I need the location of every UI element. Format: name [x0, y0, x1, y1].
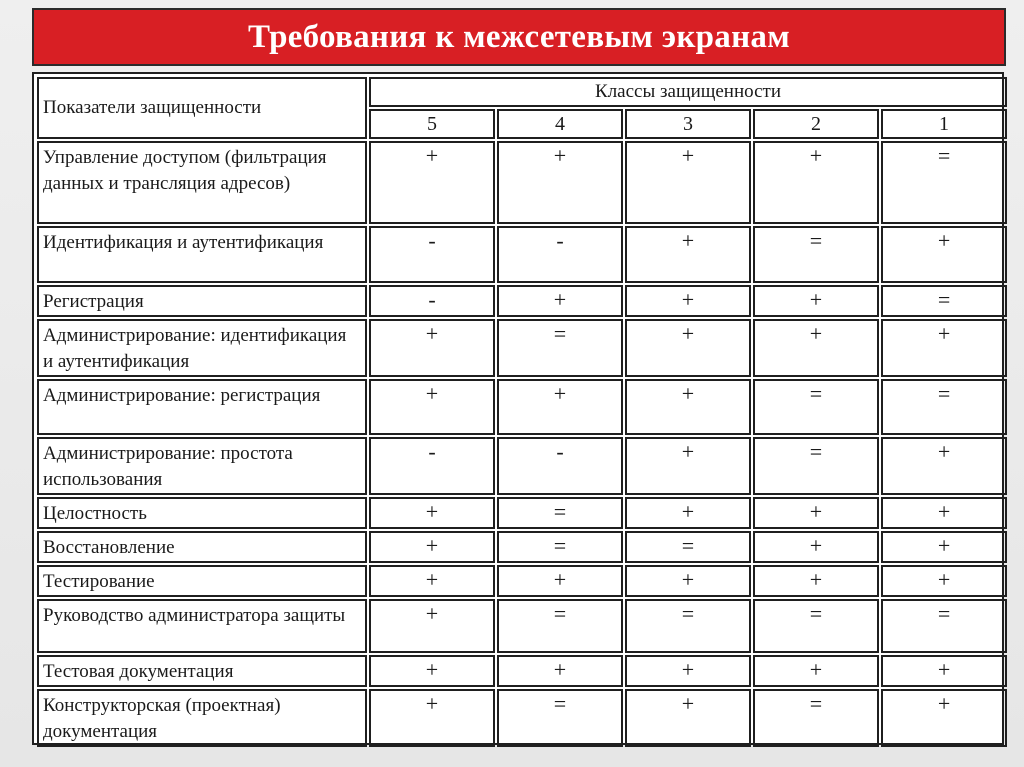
- class-mark-cell: =: [753, 689, 879, 747]
- class-mark-cell: =: [497, 599, 623, 653]
- class-mark-cell: -: [369, 437, 495, 495]
- class-mark-cell: =: [753, 437, 879, 495]
- class-mark-cell: +: [625, 565, 751, 597]
- class-mark-cell: =: [881, 379, 1007, 435]
- class-mark-cell: +: [497, 655, 623, 687]
- slide-title: [32, 8, 1006, 66]
- class-mark-cell: +: [881, 497, 1007, 529]
- class-mark-cell: =: [625, 599, 751, 653]
- class-mark-cell: +: [497, 141, 623, 224]
- class-mark-cell: +: [753, 531, 879, 563]
- class-mark-cell: +: [625, 141, 751, 224]
- class-mark-cell: +: [369, 599, 495, 653]
- indicator-cell: Администрирование: простота использования: [37, 437, 367, 495]
- class-mark-cell: +: [753, 565, 879, 597]
- class-mark-cell: -: [497, 437, 623, 495]
- class-mark-cell: +: [625, 655, 751, 687]
- indicator-cell: Руководство администратора защиты: [37, 599, 367, 653]
- class-mark-cell: +: [497, 379, 623, 435]
- class-mark-cell: +: [625, 285, 751, 317]
- class-mark-cell: =: [497, 319, 623, 377]
- class-mark-cell: =: [753, 379, 879, 435]
- class-mark-cell: =: [625, 531, 751, 563]
- class-mark-cell: +: [625, 319, 751, 377]
- class-mark-cell: =: [881, 599, 1007, 653]
- class-mark-cell: +: [881, 565, 1007, 597]
- class-mark-cell: =: [497, 531, 623, 563]
- class-mark-cell: -: [369, 226, 495, 283]
- table-row: [37, 655, 1007, 687]
- table-row: [37, 565, 1007, 597]
- indicator-cell: Конструкторская (проектная) документация: [37, 689, 367, 747]
- indicator-cell: Восстановление: [37, 531, 367, 563]
- indicator-cell: Тестовая документация: [37, 655, 367, 687]
- indicator-column-header: Показатели защищенности: [37, 77, 367, 139]
- class-mark-cell: +: [369, 141, 495, 224]
- class-mark-cell: -: [497, 226, 623, 283]
- table-row: [37, 379, 1007, 435]
- indicator-cell: Администрирование: регистрация: [37, 379, 367, 435]
- table-row: [37, 141, 1007, 224]
- table-row: [37, 437, 1007, 495]
- class-mark-cell: +: [625, 497, 751, 529]
- class-mark-cell: =: [753, 226, 879, 283]
- class-number: 4: [497, 109, 623, 139]
- class-mark-cell: +: [369, 379, 495, 435]
- classes-column-header: Классы защищенности: [369, 77, 1007, 107]
- requirements-table: [35, 75, 1009, 749]
- class-number: 1: [881, 109, 1007, 139]
- class-mark-cell: +: [881, 655, 1007, 687]
- indicator-cell: Администрирование: идентификация и аутентификация: [37, 319, 367, 377]
- indicator-cell: Идентификация и аутентификация: [37, 226, 367, 283]
- class-number: 3: [625, 109, 751, 139]
- class-mark-cell: +: [369, 689, 495, 747]
- class-mark-cell: +: [369, 565, 495, 597]
- table-row: [37, 319, 1007, 377]
- class-mark-cell: +: [369, 531, 495, 563]
- class-mark-cell: +: [625, 226, 751, 283]
- table-row: [37, 285, 1007, 317]
- class-mark-cell: =: [497, 497, 623, 529]
- class-mark-cell: +: [753, 497, 879, 529]
- indicator-cell: Регистрация: [37, 285, 367, 317]
- class-mark-cell: +: [369, 497, 495, 529]
- class-mark-cell: +: [753, 319, 879, 377]
- indicator-cell: Тестирование: [37, 565, 367, 597]
- class-mark-cell: +: [497, 285, 623, 317]
- class-mark-cell: +: [625, 379, 751, 435]
- class-number: 2: [753, 109, 879, 139]
- indicator-cell: Целостность: [37, 497, 367, 529]
- class-mark-cell: +: [753, 285, 879, 317]
- indicator-cell: Управление доступом (фильтрация данных и трансляция адресов): [37, 141, 367, 224]
- class-mark-cell: +: [625, 689, 751, 747]
- class-number: 5: [369, 109, 495, 139]
- slide-title-text: Требования к межсетевым экранам: [248, 18, 790, 55]
- class-mark-cell: =: [881, 141, 1007, 224]
- class-mark-cell: =: [881, 285, 1007, 317]
- class-mark-cell: +: [881, 437, 1007, 495]
- table-row: [37, 226, 1007, 283]
- class-mark-cell: +: [881, 226, 1007, 283]
- table-row: [37, 689, 1007, 747]
- class-mark-cell: +: [369, 319, 495, 377]
- table-header-row: [37, 77, 1007, 107]
- class-mark-cell: +: [369, 655, 495, 687]
- class-mark-cell: =: [497, 689, 623, 747]
- table-row: [37, 599, 1007, 653]
- class-mark-cell: =: [753, 599, 879, 653]
- table-row: [37, 497, 1007, 529]
- class-mark-cell: -: [369, 285, 495, 317]
- class-mark-cell: +: [881, 689, 1007, 747]
- class-mark-cell: +: [497, 565, 623, 597]
- class-mark-cell: +: [881, 319, 1007, 377]
- class-mark-cell: +: [881, 531, 1007, 563]
- requirements-table-frame: [32, 72, 1004, 745]
- class-mark-cell: +: [753, 655, 879, 687]
- class-mark-cell: +: [625, 437, 751, 495]
- table-row: [37, 531, 1007, 563]
- class-mark-cell: +: [753, 141, 879, 224]
